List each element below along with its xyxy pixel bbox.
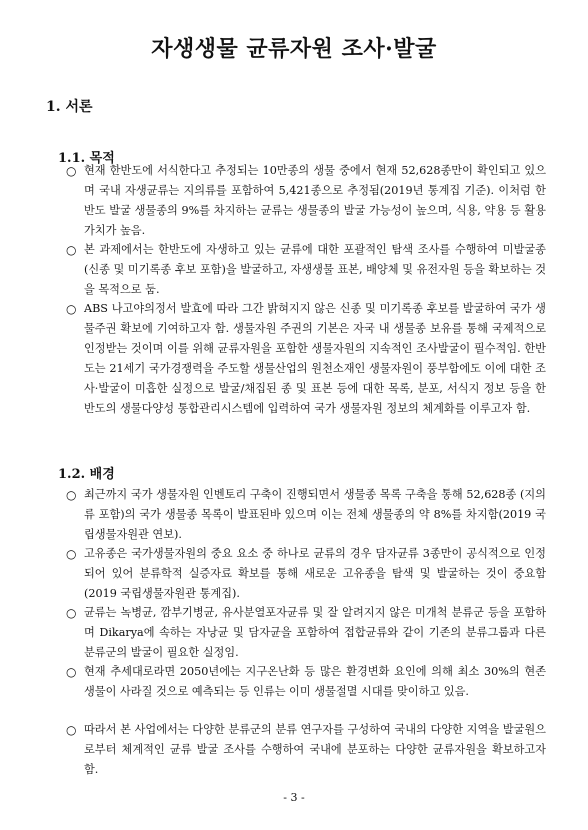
subsection-heading-background: 1.2. 배경 (58, 467, 115, 482)
bullet-text: ABS 나고야의정서 발효에 따라 그간 밝혀지지 않은 신종 및 미기록종 후보를 발굴하여 국가 생물주권 확보에 기여하고자 함. 생물자원 주권의 기본은 자국 내 생물종 보유를 통해 국제적으로 인정받는 것이며 이를 위해 균류자원을 포함한 생물자원의 지속적인 조사발굴이 필수적임. 한반도는 21세기 국가경쟁력을 주도할 생물산업의 원천소재인 생물자원이 풍부함에도 이에 대한 조사·발굴이 미흡한 실정으로 발굴/채집된 종 및 표본 등에 대한 목록, 분포, 서식지 정보 등을 한반도의 생물다양성 통합관리시스템에 입력하여 국가 생물자원 정보의 체계화를 이루고자 함. (84, 302, 546, 415)
bullet-text: 현재 추세대로라면 2050년에는 지구온난화 등 많은 환경변화 요인에 의해 최소 30%의 현존 생물이 사라질 것으로 예측되는 등 인류는 이미 생물절멸 시대를 맞이하고 있음. (84, 665, 546, 698)
page-number: - 3 - (283, 791, 305, 804)
bullet-circle-icon: ○ (66, 665, 77, 679)
background-bullet-5 (66, 720, 546, 780)
bullet-text: 최근까지 국가 생물자원 인벤토리 구축이 진행되면서 생물종 목록 구축을 통해 52,628종 (지의류 포함)의 국가 생물종 목록이 발표된바 있으며 이는 전체 생물종의 약 8%를 차지함(2019 국립생물자원관 연보). (84, 488, 546, 541)
background-bullet-2 (66, 544, 546, 604)
bullet-circle-icon: ○ (66, 243, 77, 257)
purpose-bullet-1 (66, 161, 546, 241)
bullet-circle-icon: ○ (66, 302, 77, 316)
bullet-text: 따라서 본 사업에서는 다양한 분류군의 분류 연구자를 구성하여 국내의 다양한 지역을 발굴원으로부터 체계적인 균류 발굴 조사를 수행하여 국내에 분포하는 다양한 균류자원을 확보하고자 함. (84, 723, 546, 776)
bullet-circle-icon: ○ (66, 606, 77, 620)
background-bullet-1 (66, 485, 546, 545)
bullet-text: 균류는 녹병균, 깜부기병균, 유사분열포자균류 및 잘 알려지지 않은 미개척 분류군 등을 포함하며 Dikarya에 속하는 자낭균 및 담자균을 포함하여 접합균류와 같이 기존의 분류그룹과 다른 분류군의 발굴이 필요한 실정임. (84, 606, 546, 659)
bullet-circle-icon: ○ (66, 164, 77, 178)
bullet-text: 본 과제에서는 한반도에 자생하고 있는 균류에 대한 포괄적인 탐색 조사를 수행하여 미발굴종 (신종 및 미기록종 후보 포함)을 발굴하고, 자생생물 표본, 배양체 및 유전자원 등을 확보하는 것을 목적으로 둠. (84, 243, 546, 296)
background-bullet-4 (66, 662, 546, 702)
bullet-text: 현재 한반도에 서식한다고 추정되는 10만종의 생물 중에서 현재 52,628종만이 확인되고 있으며 국내 자생균류는 지의류를 포함하여 5,421종으로 추정됨(2019년 통계집 기준). 이처럼 한반도 발굴 생물종의 9%를 차지하는 균류는 생물종의 발굴 가능성이 높으며, 식용, 약용 등 활용가치가 높음. (84, 164, 546, 237)
background-bullet-3 (66, 603, 546, 663)
purpose-bullet-2 (66, 240, 546, 300)
bullet-circle-icon: ○ (66, 547, 77, 561)
section-heading-introduction: 1. 서론 (46, 99, 93, 115)
bullet-text: 고유종은 국가생물자원의 중요 요소 중 하나로 균류의 경우 담자균류 3종만이 공식적으로 인정되어 있어 분류학적 실증자료 확보를 통해 새로운 고유종을 탐색 및 발굴하는 것이 중요함 (2019 국립생물자원관 통계집). (84, 547, 546, 600)
bullet-circle-icon: ○ (66, 723, 77, 737)
page-title: 자생생물 균류자원 조사·발굴 (151, 36, 437, 62)
bullet-circle-icon: ○ (66, 488, 77, 502)
subsection-heading-purpose: 1.1. 목적 (58, 151, 115, 166)
purpose-bullet-3 (66, 299, 546, 419)
